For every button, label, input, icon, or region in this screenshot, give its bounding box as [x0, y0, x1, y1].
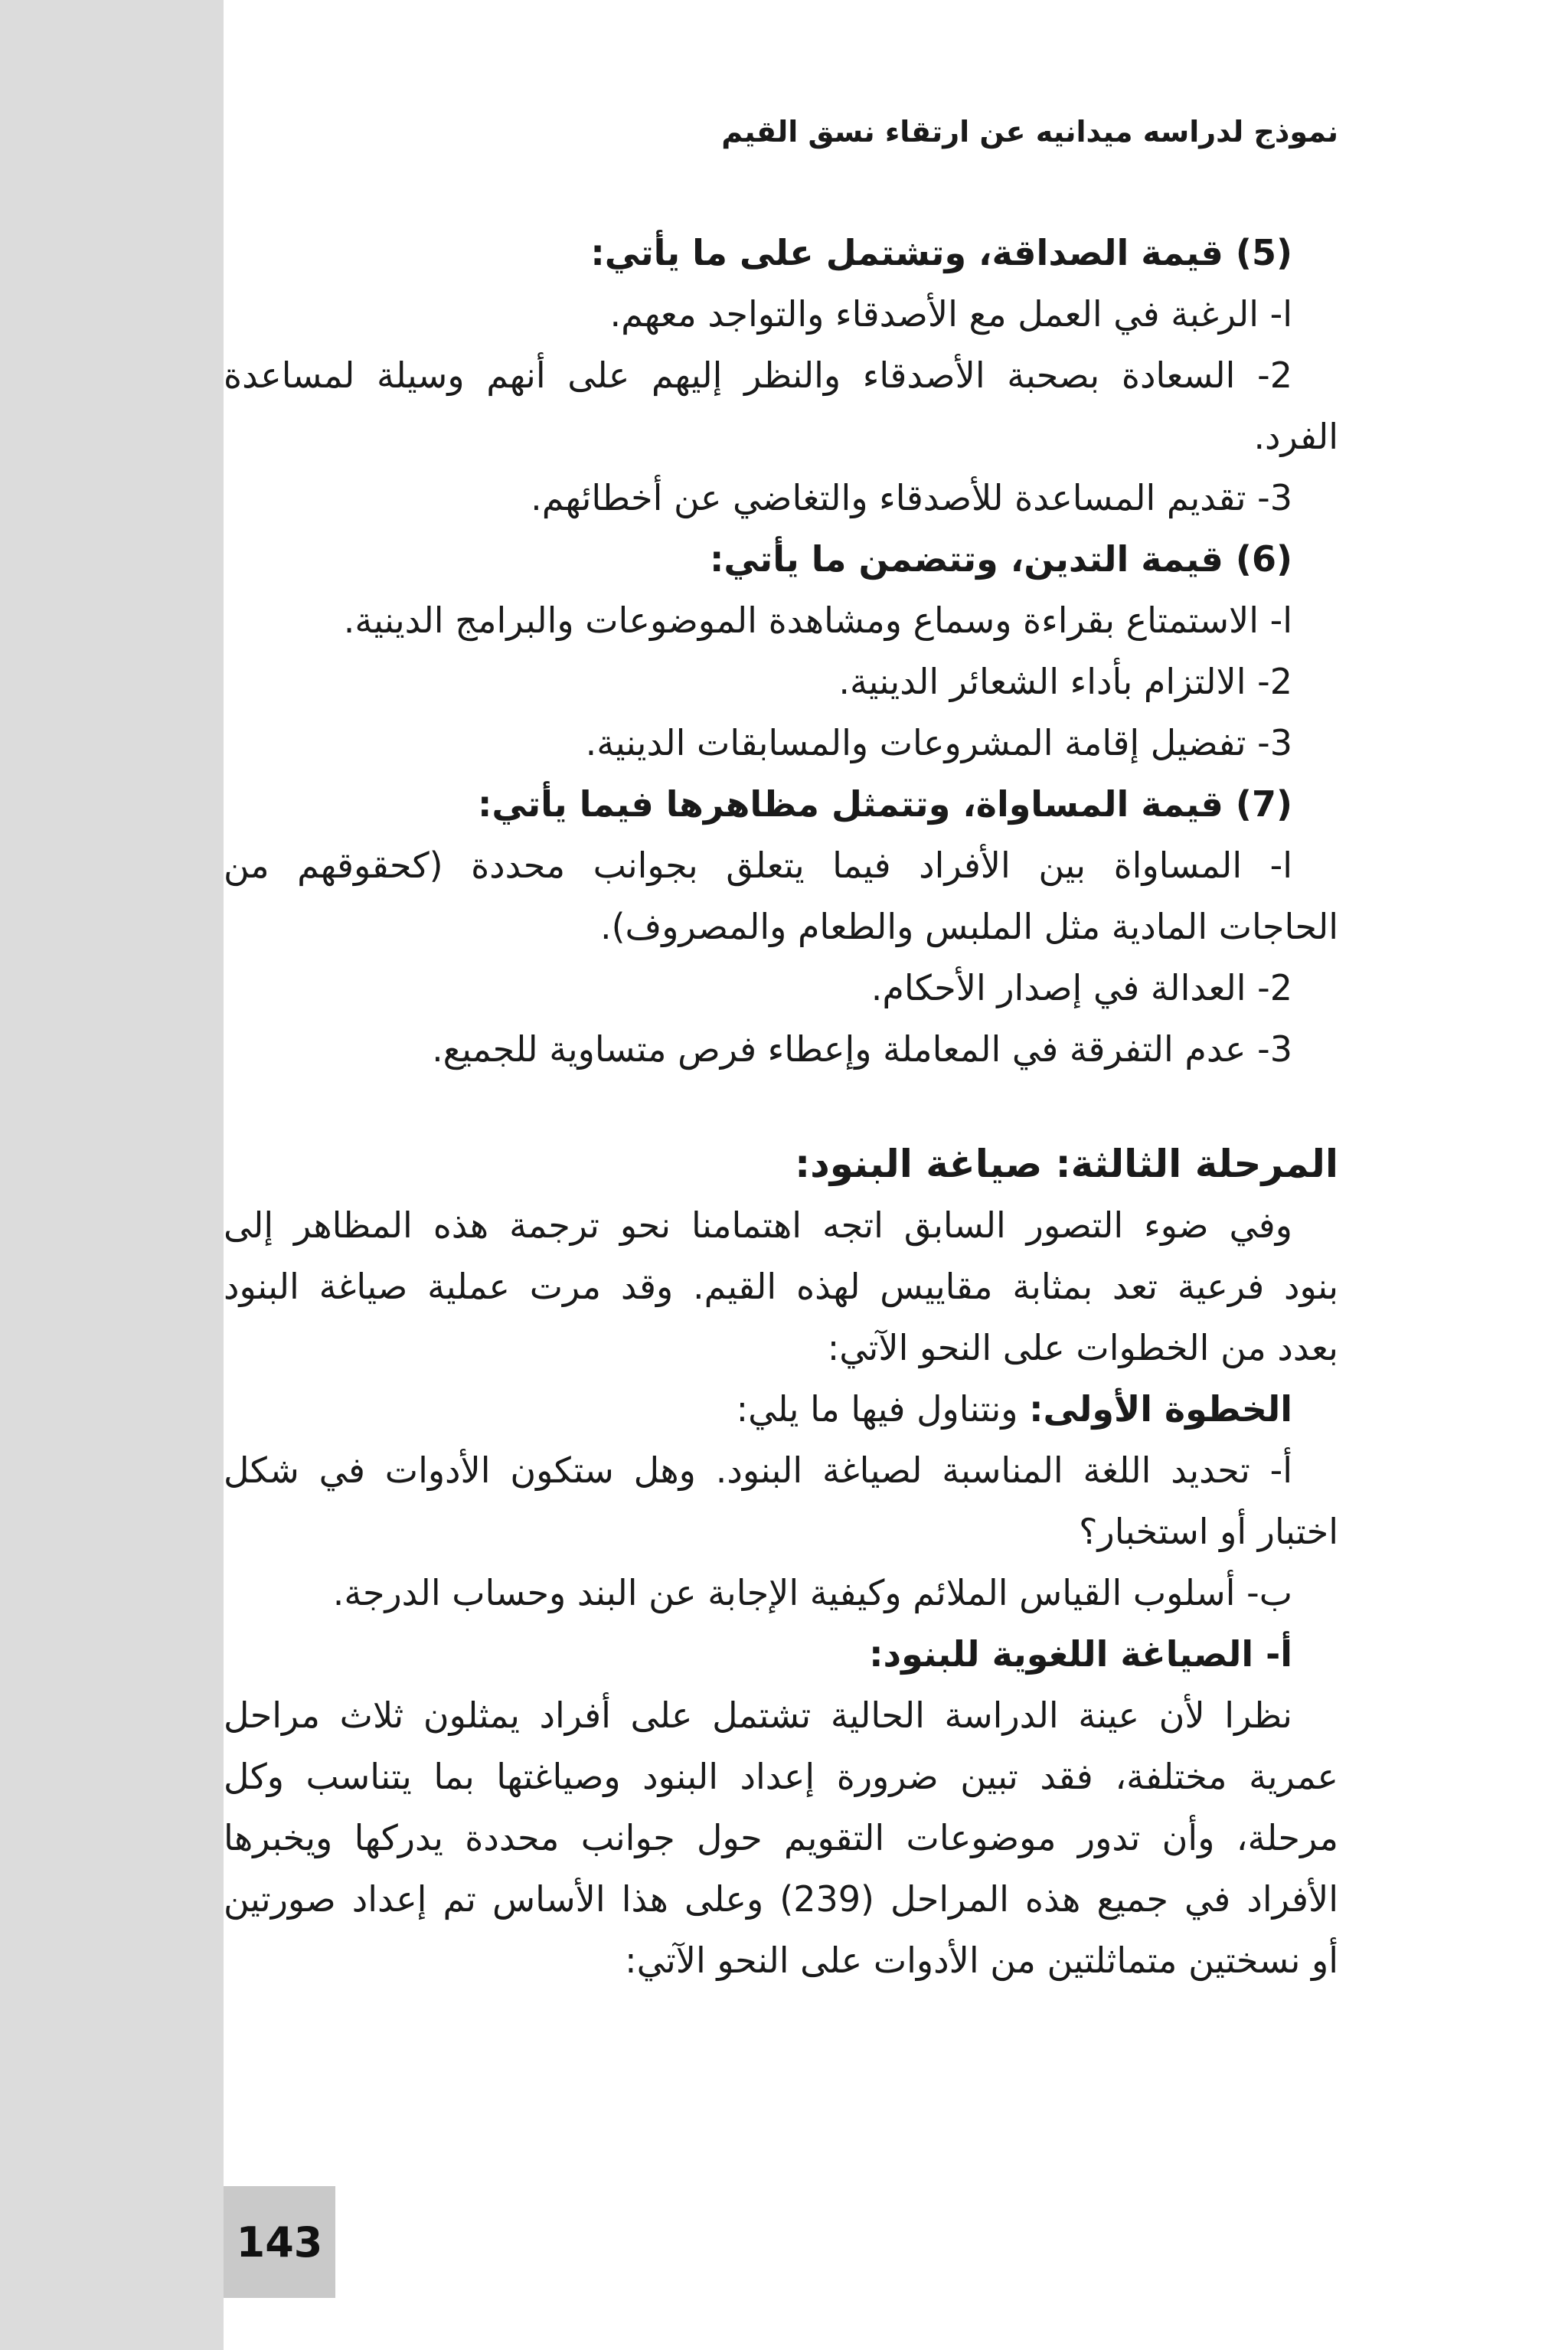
running-header: نموذج لدراسه ميدانيه عن ارتقاء نسق القيم	[721, 115, 1338, 149]
paragraph-line: عمرية مختلفة، فقد تبين ضرورة إعداد البنود وصياغتها بما يتناسب وكل	[224, 1756, 1338, 1797]
value-heading-equality: (7) قيمة المساواة، وتتمثل مظاهرها فيما يأتي:	[477, 783, 1292, 825]
list-item-continuation: الحاجات المادية مثل الملبس والطعام والمصروف).	[599, 906, 1338, 947]
margin-band	[0, 0, 224, 2350]
page-body	[224, 222, 1338, 1991]
paragraph-line: أو نسختين متماثلتين من الأدوات على النحو الآتي:	[625, 1940, 1338, 1981]
list-item: ا- الاستمتاع بقراءة وسماع ومشاهدة الموضوعات والبرامج الدينية.	[343, 600, 1292, 641]
paragraph-line: بعدد من الخطوات على النحو الآتي:	[827, 1327, 1338, 1368]
value-heading-friendship: (5) قيمة الصداقة، وتشتمل على ما يأتي:	[590, 232, 1292, 273]
list-item: 3- تقديم المساعدة للأصدقاء والتغاضي عن أخطائهم.	[531, 477, 1292, 518]
paragraph-line: بنود فرعية تعد بمثابة مقاييس لهذه القيم. وقد مرت عملية صياغة البنود	[224, 1266, 1338, 1307]
list-item-continuation: اختبار أو استخبار؟	[1079, 1511, 1338, 1552]
list-item-continuation: الفرد.	[1253, 416, 1338, 457]
list-item: ب- أسلوب القياس الملائم وكيفية الإجابة عن البند وحساب الدرجة.	[332, 1572, 1292, 1613]
list-item: ا- الرغبة في العمل مع الأصدقاء والتواجد معهم.	[609, 293, 1292, 335]
step-label: الخطوة الأولى:	[1029, 1388, 1292, 1430]
section-spacer	[224, 1080, 1338, 1133]
list-item: 2- الالتزام بأداء الشعائر الدينية.	[838, 661, 1292, 702]
list-item: 2- العدالة في إصدار الأحكام.	[871, 967, 1292, 1008]
paragraph-line: مرحلة، وأن تدور موضوعات التقويم حول جوانب محددة يدركها ويخبرها	[224, 1817, 1338, 1858]
list-item: 2- السعادة بصحبة الأصدقاء والنظر إليهم على أنهم وسيلة لمساعدة	[224, 355, 1292, 396]
paragraph-line: نظرا لأن عينة الدراسة الحالية تشتمل على أفراد يمثلون ثلاث مراحل	[224, 1695, 1292, 1736]
step-text: ونتناول فيها ما يلي:	[736, 1388, 1018, 1430]
value-heading-religiosity: (6) قيمة التدين، وتتضمن ما يأتي:	[709, 538, 1292, 580]
section-title: المرحلة الثالثة: صياغة البنود:	[795, 1142, 1338, 1186]
list-item: ا- المساواة بين الأفراد فيما يتعلق بجوانب محددة (كحقوقهم من	[224, 845, 1292, 886]
paragraph-line: وفي ضوء التصور السابق اتجه اهتمامنا نحو ترجمة هذه المظاهر إلى	[224, 1204, 1292, 1246]
list-item: أ- تحديد اللغة المناسبة لصياغة البنود. وهل ستكون الأدوات في شكل	[224, 1450, 1292, 1491]
step-line	[224, 1378, 1338, 1440]
list-item: 3- تفضيل إقامة المشروعات والمسابقات الدينية.	[585, 722, 1292, 763]
subheading: أ- الصياغة اللغوية للبنود:	[869, 1633, 1292, 1675]
list-item: 3- عدم التفرقة في المعاملة وإعطاء فرص متساوية للجميع.	[432, 1028, 1292, 1070]
paragraph-line: الأفراد في جميع هذه المراحل (239) وعلى هذا الأساس تم إعداد صورتين	[224, 1878, 1338, 1920]
page-number: 143	[224, 2186, 335, 2298]
